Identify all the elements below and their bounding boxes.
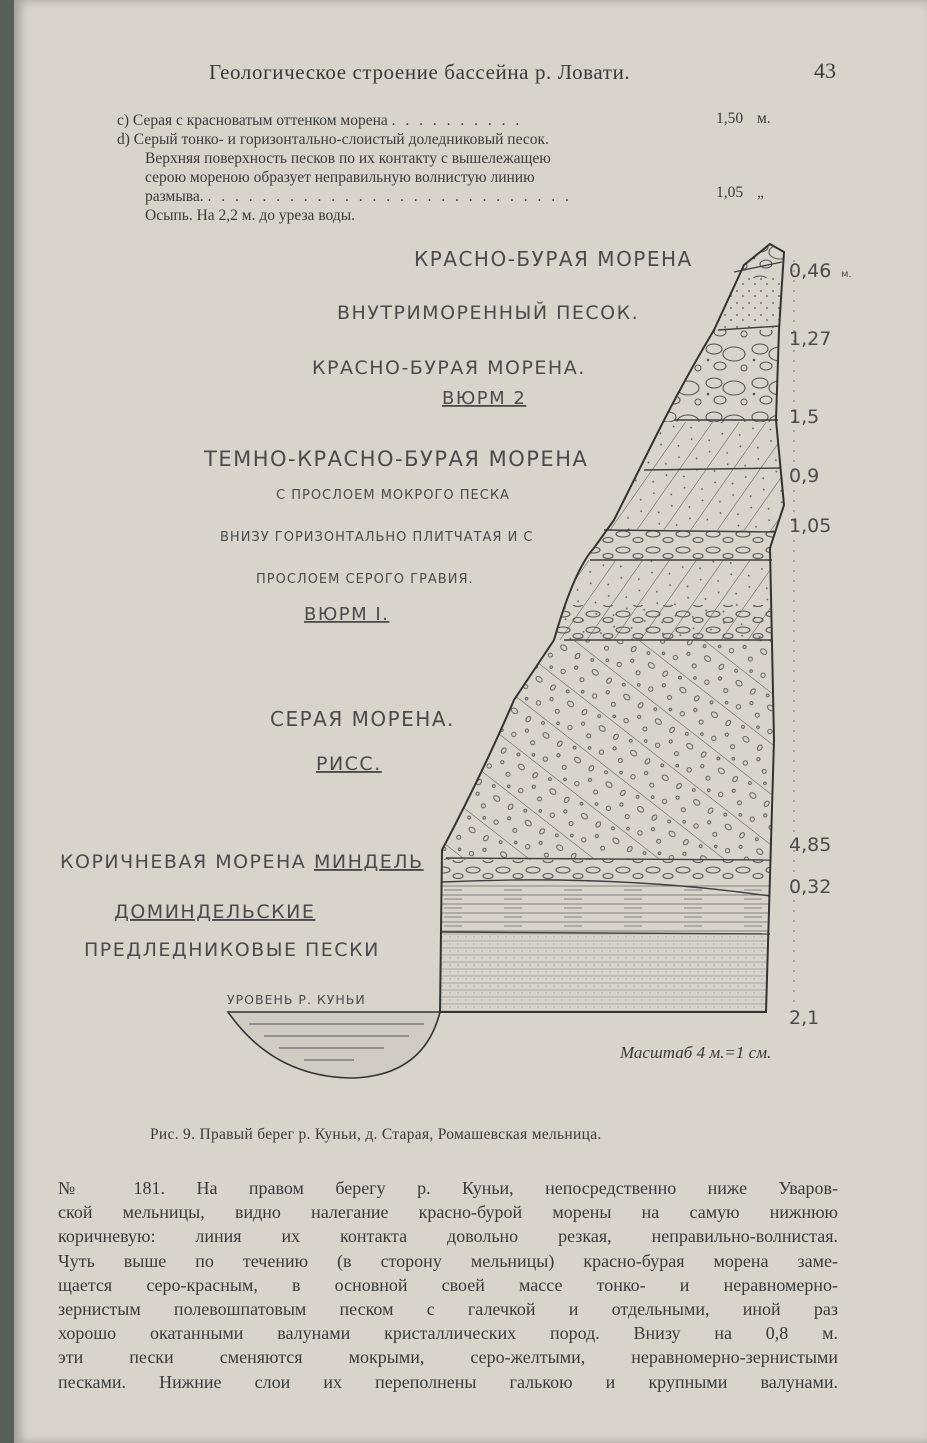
thickness-value: 0,46 bbox=[789, 260, 832, 282]
thickness-value: 1,5 bbox=[789, 406, 820, 428]
thickness-value: 1,05 bbox=[716, 184, 744, 201]
paragraph-line: коричневую: линия их контакта довольно резкая, неправильно-волнистая. bbox=[58, 1226, 838, 1247]
thickness-unit: „ bbox=[757, 184, 764, 201]
leader-dots: . . . . . . . . . . bbox=[391, 112, 523, 129]
thickness-unit: м. bbox=[841, 269, 852, 280]
thickness-value: 1,27 bbox=[789, 328, 832, 350]
label-wurm-2: ВЮРМ 2 bbox=[442, 388, 527, 409]
label-red-brown-moraine: КРАСНО-БУРАЯ МОРЕНА bbox=[414, 247, 693, 271]
entry-text: размыва. bbox=[145, 188, 204, 205]
leader-dots: . . . . . . . . . . . . . . . . . . . . . . . . . . . bbox=[207, 188, 572, 205]
river-channel bbox=[228, 1012, 440, 1078]
thickness-value: 2,1 bbox=[789, 1007, 820, 1029]
thickness-value: 1,50 bbox=[716, 110, 744, 127]
label-platy-bottom: ВНИЗУ ГОРИЗОНТАЛЬНО ПЛИТЧАТАЯ И С bbox=[220, 530, 534, 545]
paragraph-line: зернистым полевошпатовым песком с галечкой и отдельными, иной раз bbox=[58, 1299, 838, 1320]
entry-d-line2: Верхняя поверхность песков по их контакту с вышележащею bbox=[145, 150, 551, 167]
paragraph-line: щается серо-красным, в основной своей массе тонко- и неравномерно- bbox=[58, 1274, 838, 1295]
label-river-level: УРОВЕНЬ Р. КУНЬИ bbox=[227, 992, 366, 1007]
label-premindel: ДОМИНДЕЛЬСКИЕ bbox=[114, 901, 316, 923]
label-mindel: МИНДЕЛЬ bbox=[314, 851, 424, 873]
page-number: 43 bbox=[814, 58, 836, 83]
thickness-scale bbox=[789, 260, 852, 1029]
section-layers bbox=[414, 240, 814, 1012]
thickness-value: 4,85 bbox=[789, 834, 832, 856]
label-preglacial-sands: ПРЕДЛЕДНИКОВЫЕ ПЕСКИ bbox=[84, 939, 380, 961]
book-page bbox=[14, 0, 927, 1443]
entry-text: Серый тонко- и горизонтально-слоистый доледниковый песок. bbox=[133, 131, 549, 148]
thickness-value: 0,32 bbox=[789, 876, 832, 898]
running-title: Геологическое строение бассейна р. Ловати. bbox=[209, 60, 631, 84]
talus-note: Осыпь. На 2,2 м. до уреза воды. bbox=[145, 207, 356, 224]
geological-section-diagram bbox=[14, 0, 927, 1120]
paragraph-line: песками. Нижние слои их переполнены галькою и крупными валунами. bbox=[58, 1371, 838, 1392]
paragraph-line: ской мельницы, видно налегание красно-бурой морены на самую нижнюю bbox=[58, 1202, 838, 1223]
entry-d-line3: серою мореною образует неправильную волнистую линию bbox=[145, 169, 535, 186]
label-inner-moraine-sand: ВНУТРИМОРЕННЫЙ ПЕСОК. bbox=[337, 302, 640, 324]
label-riss: РИСС. bbox=[316, 753, 382, 775]
label-grey-moraine: СЕРАЯ МОРЕНА. bbox=[270, 707, 455, 731]
scale-note: Масштаб 4 м.=1 см. bbox=[620, 1043, 772, 1062]
label-wet-sand-interlayer: С ПРОСЛОЕМ МОКРОГО ПЕСКА bbox=[276, 488, 510, 503]
paragraph-line: № 181. На правом берегу р. Куньи, непосредственно ниже Уваров- bbox=[58, 1178, 838, 1198]
paragraph-line: эти пески сменяются мокрыми, серо-желтыми, неравномерно-зернистыми bbox=[58, 1347, 838, 1368]
label-brown-moraine: КОРИЧНЕВАЯ МОРЕНА bbox=[60, 851, 307, 873]
thickness-unit: м. bbox=[757, 110, 771, 127]
label-dark-red-brown-moraine: ТЕМНО-КРАСНО-БУРАЯ МОРЕНА bbox=[204, 447, 589, 471]
thickness-value: 1,05 bbox=[789, 515, 832, 537]
paragraph-line: хорошо окатанными валунами кристаллических пород. Внизу на 0,8 м. bbox=[58, 1323, 838, 1344]
paragraph-line: Чуть выше по течению (в сторону мельницы) красно-бурая морена заме- bbox=[58, 1250, 838, 1271]
entry-text: Серая с красноватым оттенком морена bbox=[132, 112, 388, 129]
label-wurm-1: ВЮРМ I. bbox=[304, 604, 390, 625]
paragraph-181 bbox=[58, 1176, 838, 1394]
label-grey-gravel: ПРОСЛОЕМ СЕРОГО ГРАВИЯ. bbox=[256, 572, 474, 587]
figure-caption: Рис. 9. Правый берег р. Куньи, д. Старая, Ромашевская мельница. bbox=[150, 1126, 602, 1143]
thickness-value: 0,9 bbox=[789, 465, 820, 487]
entry-marker: c) bbox=[117, 112, 130, 129]
entry-marker: d) bbox=[117, 131, 130, 148]
label-red-brown-moraine-2: КРАСНО-БУРАЯ МОРЕНА. bbox=[312, 357, 586, 379]
